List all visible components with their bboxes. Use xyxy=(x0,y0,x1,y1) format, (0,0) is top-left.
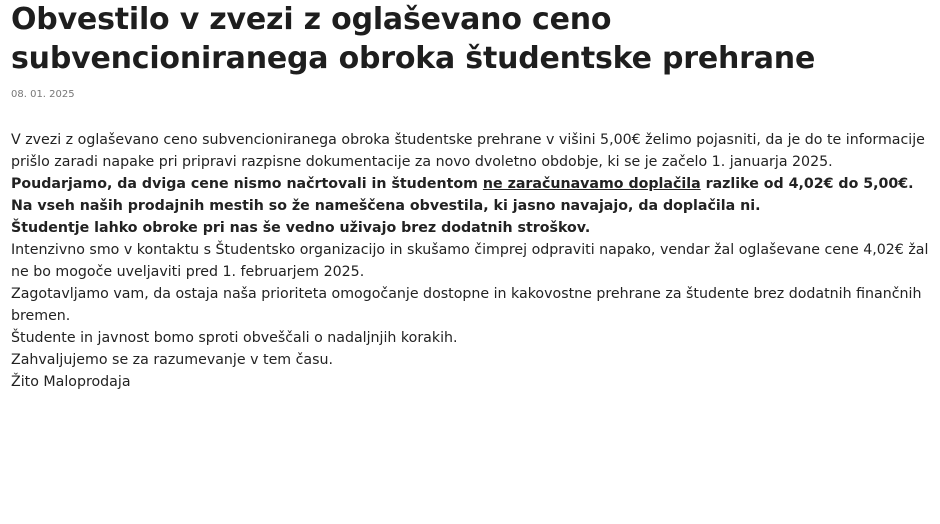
emphasis-line-3: Študentje lahko obroke pri nas še vedno uživajo brez dodatnih stroškov. xyxy=(11,220,591,236)
no-surcharge-link[interactable]: ne zaračunavamo doplačila xyxy=(482,176,701,192)
paragraph-explanation: V zvezi z oglaševano ceno subvencioniranega obroka študentske prehrane v višini 5,00€ želimo pojasniti, da je do te informacije prišlo zaradi napake pri pripravi razpisne dokumentacije za novo dvoletno obdobje, ki se je začelo 1. januarja 2025. xyxy=(11,132,925,170)
contact-line-1: Intenzivno smo v kontaktu s Študentsko organizacijo in skušamo čimprej odpraviti napako, vendar žal oglaševane cene 4,02€ žal ne bo mogoče uveljaviti pred 1. februarjem 2025. xyxy=(11,242,929,280)
article-title: Obvestilo v zvezi z oglaševano ceno subvencioniranega obroka študentske prehrane xyxy=(11,2,816,76)
article-body xyxy=(11,129,936,393)
emphasis-line-1 xyxy=(11,173,936,195)
emphasis-text-after-link: razlike od 4,02€ do 5,00€. xyxy=(700,176,914,192)
contact-line-2: Zagotavljamo vam, da ostaja naša prioriteta omogočanje dostopne in kakovostne prehrane za študente brez dodatnih finančnih bremen. xyxy=(11,286,922,324)
emphasis-text-before-link: Poudarjamo, da dviga cene nismo načrtovali in študentom xyxy=(11,176,483,192)
article xyxy=(11,0,936,393)
closing-line-1: Študente in javnost bomo sproti obveščali o nadaljnjih korakih. xyxy=(11,330,458,346)
emphasis-line-2: Na vseh naših prodajnih mestih so že nameščena obvestila, ki jasno navajajo, da doplačila ni. xyxy=(11,198,761,214)
paragraph-contact xyxy=(11,239,936,327)
publish-date: 08. 01. 2025 xyxy=(11,89,75,100)
signature: Žito Maloprodaja xyxy=(11,374,131,390)
paragraph-emphasis xyxy=(11,173,936,239)
closing-line-2: Zahvaljujemo se za razumevanje v tem času. xyxy=(11,352,334,368)
paragraph-closing xyxy=(11,327,936,371)
